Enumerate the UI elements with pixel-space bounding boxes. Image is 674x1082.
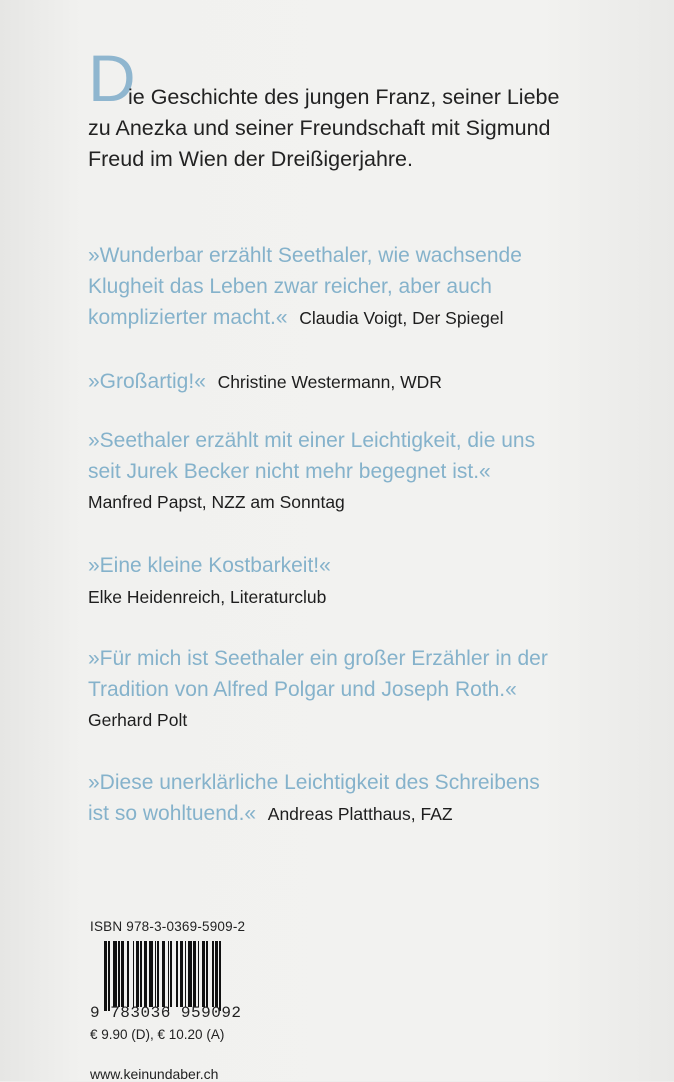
quote-line: Tradition von Alfred Polgar und Joseph Roth.« — [88, 678, 517, 701]
barcode-graphic — [104, 941, 260, 1007]
quote-line: »Großartig!« — [88, 370, 206, 393]
quote-line: seit Jurek Becker nicht mehr begegnet ist.« — [88, 460, 491, 483]
quote-line: »Diese unerklärliche Leichtigkeit des Schreibens — [88, 771, 540, 794]
quote-attribution: Andreas Platthaus, FAZ — [267, 804, 453, 824]
review-quote — [88, 425, 648, 487]
quote-line: »Für mich ist Seethaler ein großer Erzähler in der — [88, 647, 548, 670]
price-label: € 9.90 (D), € 10.20 (A) — [90, 1027, 225, 1042]
quote-attribution: Christine Westermann, WDR — [217, 372, 442, 392]
blurb-line: ie Geschichte des jungen Franz, seiner Liebe — [128, 85, 560, 109]
blurb-line: Freud im Wien der Dreißigerjahre. — [88, 147, 413, 171]
barcode-number: 9 783036 959092 — [90, 1004, 242, 1022]
publisher-url: www.keinundaber.ch — [90, 1066, 219, 1082]
quote-attribution: Gerhard Polt — [88, 710, 188, 730]
quote-line: Klugheit das Leben zwar reicher, aber auch — [88, 275, 492, 298]
review-quote — [88, 240, 648, 334]
quote-line: ist so wohltuend.« — [88, 802, 257, 825]
review-quote — [88, 767, 648, 830]
review-quote — [88, 550, 648, 581]
review-quote — [88, 643, 648, 705]
quote-line: »Seethaler erzählt mit einer Leichtigkeit, die uns — [88, 429, 536, 452]
quote-line: »Wunderbar erzählt Seethaler, wie wachsende — [88, 244, 522, 267]
review-quote — [88, 366, 648, 398]
drop-cap: D — [88, 41, 136, 115]
quote-line: »Eine kleine Kostbarkeit!« — [88, 554, 331, 577]
isbn-label: ISBN 978-3-0369-5909-2 — [90, 919, 246, 934]
quote-attribution: Claudia Voigt, Der Spiegel — [299, 308, 504, 328]
quote-line: komplizierter macht.« — [88, 306, 288, 329]
quote-attribution: Elke Heidenreich, Literaturclub — [88, 587, 327, 607]
quote-attribution: Manfred Papst, NZZ am Sonntag — [88, 492, 345, 512]
blurb-line: zu Anezka und seiner Freundschaft mit Sigmund — [88, 116, 551, 140]
